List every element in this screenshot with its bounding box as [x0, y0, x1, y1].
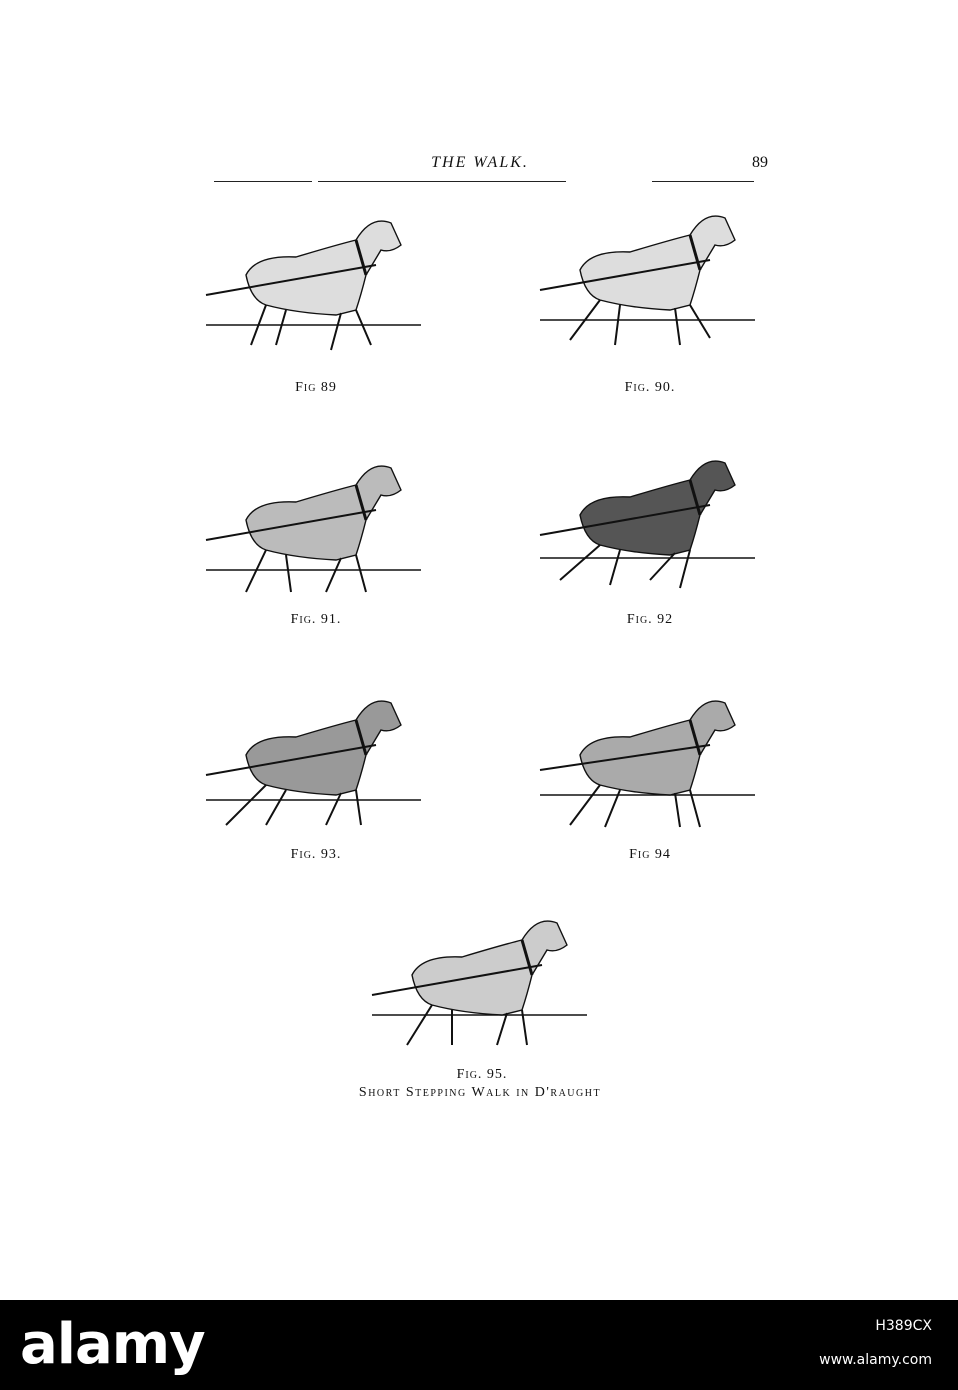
image-id: H389CX — [875, 1318, 932, 1334]
horse-body — [246, 701, 401, 795]
running-head: THE WALK. — [431, 154, 529, 171]
header-rule-center — [318, 181, 566, 182]
figure-caption: Fig. 95. — [456, 1067, 508, 1082]
figure-92 — [530, 440, 770, 650]
horse-illustration — [530, 675, 770, 855]
figure-caption: Fig. 92 — [626, 612, 674, 627]
horse-body — [412, 921, 567, 1015]
horse-illustration — [362, 895, 602, 1075]
figure-caption: Fig. 91. — [290, 612, 342, 627]
horse-illustration — [196, 440, 436, 620]
figure-95 — [362, 895, 602, 1105]
horse-illustration — [530, 190, 770, 370]
plate-caption: Short Stepping Walk in D'raught — [358, 1085, 602, 1100]
figure-90 — [530, 190, 770, 400]
alamy-logo: alamy — [20, 1312, 205, 1377]
horse-body — [580, 216, 735, 310]
figure-91 — [196, 440, 436, 650]
figure-93 — [196, 675, 436, 885]
horse-illustration — [530, 440, 770, 620]
horse-body — [580, 461, 735, 555]
header-rule-right — [652, 181, 754, 182]
horse-body — [246, 221, 401, 315]
header-rule-left — [214, 181, 312, 182]
figure-caption: Fig. 93. — [290, 847, 342, 862]
figure-89 — [196, 195, 436, 405]
horse-illustration — [196, 675, 436, 855]
horse-body — [580, 701, 735, 795]
figure-caption: Fig 94 — [629, 847, 671, 862]
horse-body — [246, 466, 401, 560]
figure-94 — [530, 675, 770, 885]
figure-caption: Fig. 90. — [624, 380, 676, 395]
horse-illustration — [196, 195, 436, 375]
page-number: 89 — [752, 154, 768, 171]
alamy-url: www.alamy.com — [819, 1352, 932, 1368]
figure-caption: Fig 89 — [295, 380, 337, 395]
